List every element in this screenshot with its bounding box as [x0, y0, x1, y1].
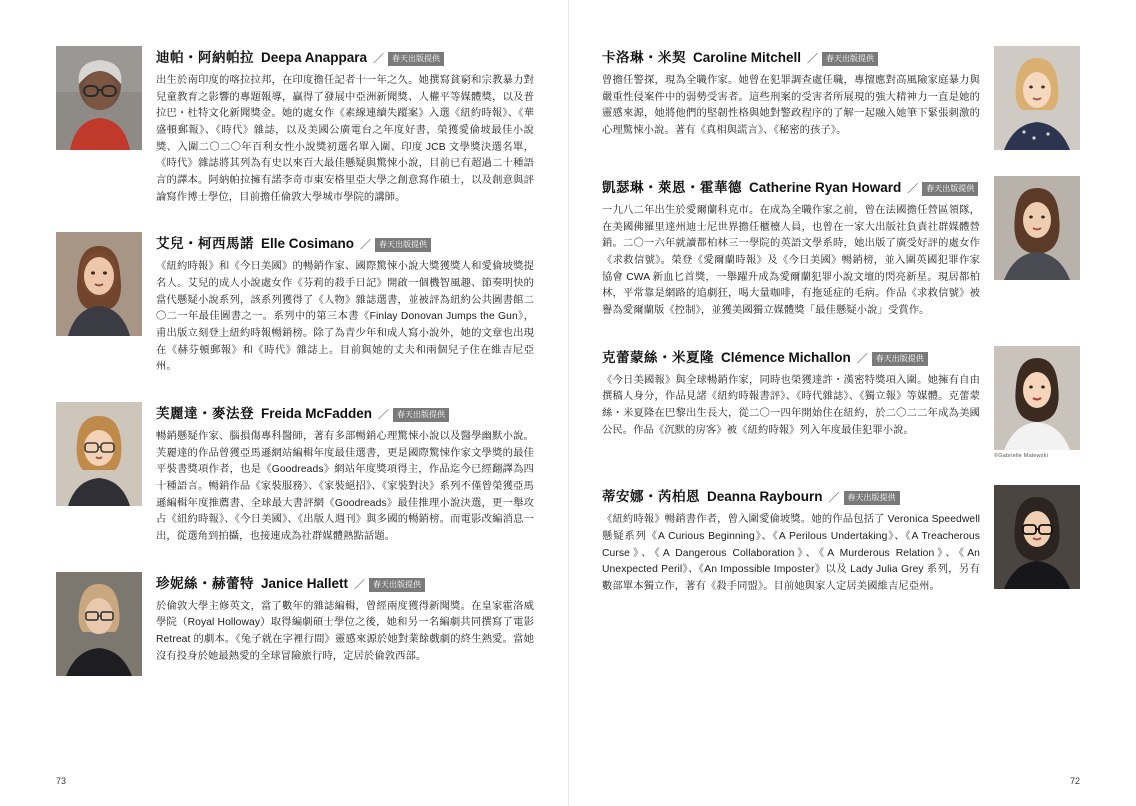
author-entry [56, 46, 534, 206]
author-content [156, 232, 534, 376]
author-name-line [602, 485, 980, 506]
author-content [602, 485, 980, 595]
author-content [156, 46, 534, 206]
author-entry [602, 176, 1080, 320]
author-name-cn: 卡洛琳・米契 [602, 50, 686, 65]
page-number-right: 72 [1069, 776, 1080, 786]
portrait-clemence-michallon [994, 346, 1080, 450]
portrait-caroline-mitchell [994, 46, 1080, 150]
author-name-line [156, 46, 534, 67]
author-entry [602, 346, 1080, 460]
author-bio: 曾擔任警探，現為全職作家。她曾在犯罪調查處任職，專擅應對高風險家庭暴力與嚴重性侵案件中的弱勢受害者。這些刑案的受害者所展現的強大精神力一直是她的靈感來源，她將他們的堅韌性格與她對警政程序的了解一起融入她筆下緊張刺激的心理驚悚小說。著有《真相與謊言》、《秘密的孩子》。 [602, 75, 980, 137]
photo-credit: ©Gabrielle Malewski [994, 452, 1049, 459]
author-entry [602, 46, 1080, 150]
portrait-catherine-ryan-howard [994, 176, 1080, 280]
separator-slash: ／ [807, 53, 819, 65]
author-name-en: Janice Hallett [261, 575, 349, 591]
author-name-en: Deanna Raybourn [707, 489, 823, 505]
author-name-cn: 芙麗達・麥法登 [156, 406, 254, 422]
author-entry [602, 485, 1080, 595]
author-name-en: Elle Cosimano [261, 236, 355, 252]
author-name-line [156, 572, 534, 593]
author-photo-wrap [994, 346, 1080, 460]
author-name-cn: 蒂安娜・芮柏恩 [602, 489, 700, 505]
author-photo-wrap [56, 232, 142, 336]
author-name-cn: 珍妮絲・赫蕾特 [156, 575, 254, 591]
author-photo-wrap [56, 46, 142, 150]
separator-slash: ／ [828, 492, 840, 505]
author-name-line [602, 176, 980, 197]
author-photo-wrap [56, 572, 142, 676]
author-name-cn: 克蕾蒙絲・米夏隆 [602, 349, 714, 365]
photo-provider-badge: 春天出版提供 [369, 578, 425, 592]
author-content [602, 176, 980, 320]
author-name-line [602, 46, 980, 67]
author-name-en: Freida McFadden [261, 406, 373, 422]
author-bio: 《今日美國報》與全球暢銷作家，同時也榮獲達許・漢密特獎項入圍。她擁有自由撰稿人身分，作品見諸《紐約時報書評》、《時代雜誌》、《獨立報》等媒體。克蕾蒙絲・米夏隆在巴黎出生長大，從二〇一四年開始住在紐約，於二〇二二年成為美國公民。作品《沉默的房客》被《紐約時報》列入年度最佳犯罪小說。 [602, 374, 980, 436]
author-name-line [156, 402, 534, 423]
author-name-en: Caroline Mitchell [693, 50, 802, 65]
author-name-en: Deepa Anappara [261, 50, 368, 65]
separator-slash: ／ [856, 352, 868, 365]
author-name-line [602, 346, 980, 367]
photo-provider-badge: 春天出版提供 [375, 238, 431, 252]
author-bio: 一九八二年出生於愛爾蘭科克市。在成為全職作家之前，曾在法國擔任營區領隊，在美國佛羅里達州迪士尼世界擔任櫃檯人員，也曾在一家大出版社負責社群媒體營銷。二〇一六年就讀都柏林三一學院的英語文學系時，她出版了廣受好評的處女作《求救信號》。榮登《愛爾蘭時報》及《今日美國》暢銷榜，並入圍英國犯罪作家協會 CWA 新血匕首獎，一舉躍升成為愛爾蘭犯罪小說文壇的閃亮新星。現居都柏林，平常靠是網路的追劇狂，喝大量咖啡，有拖延症的毛病。作品《求救信號》被譽為愛爾蘭版《控制》，並獲美國獨立媒體獎「最佳懸疑小說」受賞作。 [602, 205, 980, 317]
separator-slash: ／ [907, 183, 919, 195]
author-name-cn: 凱瑟琳・萊恩・霍華德 [602, 180, 742, 195]
author-photo-wrap [56, 402, 142, 506]
photo-provider-badge: 春天出版提供 [388, 52, 444, 66]
author-entry [56, 232, 534, 376]
author-bio: 《紐約時報》和《今日美國》的暢銷作家、國際驚悚小說大獎獲獎人和愛倫坡獎提名人。艾兒的成人小說處女作《芬莉的殺手日記》開啟一個機智風趣、節奏明快的當代懸疑小說系列，該系列獲得了《人物》雜誌選書，並被評為紐約公共圖書館二〇二一年最佳圖書之一。系列中的第三本書《Finlay Donovan Jumps the Gun》，甫出版立刻登上紐約時報暢銷榜。除了為青少年和成人寫小說外，她的文章也出現在《赫芬頓郵報》和《時代》雜誌上。目前與她的丈夫和兩個兒子住在維吉尼亞州。 [156, 261, 534, 373]
author-photo-wrap [994, 485, 1080, 589]
author-content [602, 46, 980, 140]
portrait-freida-mcfadden [56, 402, 142, 506]
author-bio: 《紐約時報》暢銷書作者，曾入圍愛倫坡獎。她的作品包括了 Veronica Speedwell 懸疑系列《A Curious Beginning》、《A Perilous Undertaking》、《A Treacherous Curse》、《A Dangerous Collaboration》、《A Murderous Relation》、《An Unexpected Peril》、《An Impossible Imposter》以及 Lady Julia Grey 系列，另有數部單本獨立作，著有《殺手同盟》。目前她與家人定居美國維吉尼亞州。 [602, 514, 980, 592]
photo-provider-badge: 春天出版提供 [393, 408, 449, 422]
author-name-en: Catherine Ryan Howard [749, 180, 902, 195]
photo-provider-badge: 春天出版提供 [872, 352, 928, 366]
author-bio: 暢銷懸疑作家、腦損傷專科醫師，著有多部暢銷心理驚悚小說以及醫學幽默小說。芙麗達的作品曾獲亞馬遜網站編輯年度最佳選書，更是國際驚悚作家文學獎的最佳平裝書獎項作者，也是《Goodreads》網站年度獎項得主，作品迄今已經翻譯為四十種語言。暢銷作品《家裝服務》、《家裝絕招》、《家裝對決》系列不僅曾榮獲亞馬遜編輯年度推薦書、全球最大書評網《Goodreads》最佳推理小說決選，更一舉攻占《紐約時報》、《今日美國》、《出版人週刊》與多國的暢銷榜。而電影改編消息一出，從選角到拍攝，也接連成為社群媒體熱點話題。 [156, 431, 534, 543]
portrait-deepa-anappara [56, 46, 142, 150]
photo-provider-badge: 春天出版提供 [922, 182, 978, 196]
author-content [602, 346, 980, 440]
separator-slash: ／ [354, 578, 366, 591]
author-content [156, 402, 534, 546]
page-number-left: 73 [56, 776, 67, 786]
author-content [156, 572, 534, 666]
author-name-en: Clémence Michallon [721, 349, 851, 365]
separator-slash: ／ [360, 239, 372, 252]
author-name-cn: 迪帕・阿納帕拉 [156, 50, 254, 65]
photo-provider-badge: 春天出版提供 [822, 52, 878, 66]
separator-slash: ／ [373, 53, 385, 65]
right-page [568, 0, 1136, 806]
portrait-elle-cosimano [56, 232, 142, 336]
author-name-cn: 艾兒・柯西馬諾 [156, 236, 254, 252]
portrait-janice-hallett [56, 572, 142, 676]
author-name-line [156, 232, 534, 253]
author-photo-wrap [994, 46, 1080, 150]
author-bio: 於倫敦大學主修英文，當了數年的雜誌編輯，曾經兩度獲得新聞獎。在皇家霍洛威學院（Royal Holloway）取得編劇碩士學位之後，她和另一名編劇共同撰寫了電影 Retreat 的劇本。《兔子就在字裡行間》靈感來源於她對業餘戲劇的終生熱愛。當她沒有投身於她最熱愛的全球冒險旅行時，定居於倫敦西部。 [156, 600, 534, 662]
author-photo-wrap [994, 176, 1080, 280]
author-entry [56, 402, 534, 546]
photo-provider-badge: 春天出版提供 [844, 491, 900, 505]
separator-slash: ／ [378, 409, 390, 422]
portrait-deanna-raybourn [994, 485, 1080, 589]
author-bio: 出生於南印度的喀拉拉邦，在印度擔任記者十一年之久。她撰寫貧窮和宗教暴力對兒童教育之影響的專題報導，贏得了發展中亞洲新聞獎、人權平等媒體獎，以及普拉巴・杜特文化新聞獎金。她的處女作《素線連續失蹤案》入選《紐約時報》、《華盛頓郵報》、《時代》雜誌，以及美國公廣電台之年度好書，榮獲愛倫坡最佳小說獎、入圍二〇二〇年百利女性小說獎初選名單入圍、印度 JCB 文學獎決選名單，《時代》雜誌將其列為有史以來百大最佳懸疑與驚悚小說，目前已有超過二十種語言的譯本。阿納帕拉擁有諾李奇市東安格里亞大學之創意寫作碩士，以及創意與評論寫作博士學位，目前擔任倫敦大學城市學院的講師。 [156, 75, 534, 203]
author-entry [56, 572, 534, 676]
